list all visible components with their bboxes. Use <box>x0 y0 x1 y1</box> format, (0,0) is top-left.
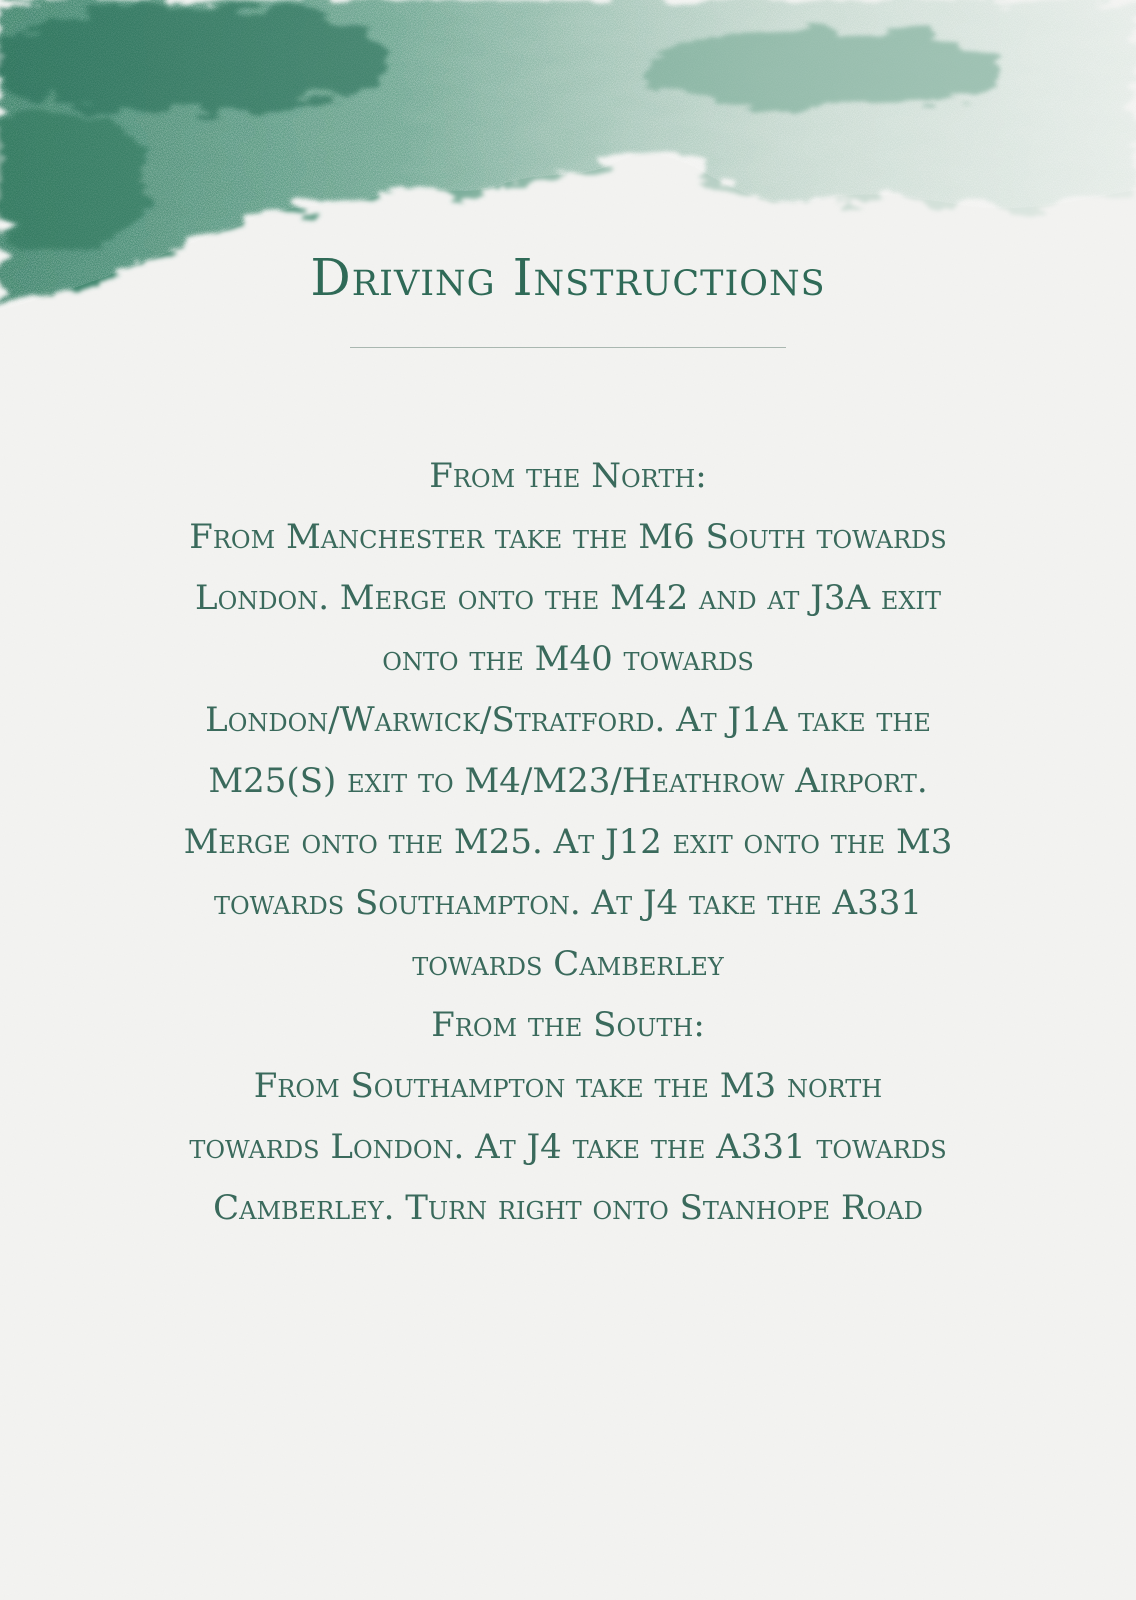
north-line: London. Merge onto the M42 and at J3A exit <box>195 578 941 618</box>
page-title: Driving Instructions <box>310 248 826 307</box>
north-heading: From the North: <box>429 456 707 496</box>
north-line: onto the M40 towards <box>382 639 754 679</box>
south-heading: From the South: <box>431 1005 705 1045</box>
south-line: towards London. At J4 take the A331 towards <box>189 1127 947 1167</box>
north-line: Merge onto the M25. At J12 exit onto the M3 <box>183 822 953 862</box>
north-line: London/Warwick/Stratford. At J1A take the <box>205 700 931 740</box>
north-line: towards Camberley <box>412 944 724 984</box>
north-line: M25(S) exit to M4/M23/Heathrow Airport. <box>208 761 928 801</box>
title-divider <box>350 347 786 348</box>
north-line: towards Southampton. At J4 take the A331 <box>214 883 922 923</box>
south-line: From Southampton take the M3 north <box>253 1066 883 1106</box>
south-line: Camberley. Turn right onto Stanhope Road <box>213 1188 923 1228</box>
driving-instructions <box>90 446 1046 1239</box>
north-line: From Manchester take the M6 South towards <box>189 517 947 557</box>
